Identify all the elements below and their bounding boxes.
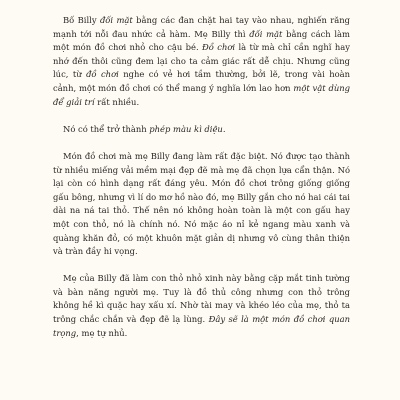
- text-run: bằng cách làm một món đồ chơi nhỏ cho cậu bé.: [53, 28, 350, 53]
- italic-text-run: phép màu kì diệu: [149, 123, 223, 134]
- text-run: là từ mà chỉ cần nghĩ hay nhớ đến thôi cũng đem lại cho ta cảm giác rất dễ chịu. Nhưng cũng lúc, từ: [53, 42, 350, 80]
- italic-text-run: Đây sẽ là một món đồ chơi quan trọng: [53, 314, 350, 338]
- paragraph-4: [53, 272, 350, 340]
- text-run: Món đồ chơi mà mẹ Billy đang làm rất đặc biệt. Nó được tạo thành từ nhiều miếng vải mềm mại đẹp đẽ mà mẹ đã chọn lựa cẩn thận. Nó lại còn có hình dạng rất đáng yêu. Món đồ chơi trông giống giống gấu bông, nhưng vì lí do mơ hồ nào đó, mẹ Billy gắn cho nó hai cái tai dài na ná tai thỏ. Thế nên nó không hoàn toàn là một con gấu hay một con thỏ, nó là chính nó. Nó mặc áo nỉ kẻ ngang màu xanh và quàng khăn đỏ, có một khuôn mặt giản dị nhưng vô cùng thân thiện và tràn đầy hi vọng.: [53, 150, 350, 257]
- paragraph-3: [53, 150, 350, 259]
- italic-text-run: đối mặt: [249, 28, 283, 39]
- italic-text-run: đối mặt: [99, 15, 133, 25]
- text-run: Mẹ của Billy đã làm con thỏ nhỏ xinh này bằng cặp mắt tinh tường và bàn năng người mẹ. Tuy là đồ thủ công nhưng con thỏ trông không hề kì quặc hay xấu xí. Nhờ tài may và khéo léo của mẹ, thỏ ta trông chắc chắn và đẹp đẽ lạ lùng.: [53, 273, 350, 325]
- text-run: rất nhiều.: [94, 96, 140, 107]
- book-page: [53, 14, 350, 354]
- italic-text-run: Đồ chơi: [202, 42, 236, 53]
- text-run: nghe có vẻ hơi tầm thường, bởi lẽ, trong vài hoàn cảnh, một món đồ chơi có thể mang ý nghĩa lớn lao hơn: [53, 69, 351, 93]
- text-run: , mẹ tự nhủ.: [76, 327, 128, 338]
- italic-text-run: một vật dùng để giải trí: [53, 82, 350, 107]
- paragraph-2: [53, 123, 350, 137]
- paragraph-1: [53, 14, 350, 109]
- text-run: .: [222, 123, 226, 134]
- italic-text-run: đồ chơi: [86, 69, 119, 80]
- text-run: Nó có thể trở thành: [63, 123, 150, 134]
- text-run: Bố Billy: [63, 15, 100, 25]
- text-run: bằng các đan chặt hai tay vào nhau, nghiến răng mạnh tới nỗi đau nhức cả hàm. Mẹ Billy thì: [53, 15, 350, 39]
